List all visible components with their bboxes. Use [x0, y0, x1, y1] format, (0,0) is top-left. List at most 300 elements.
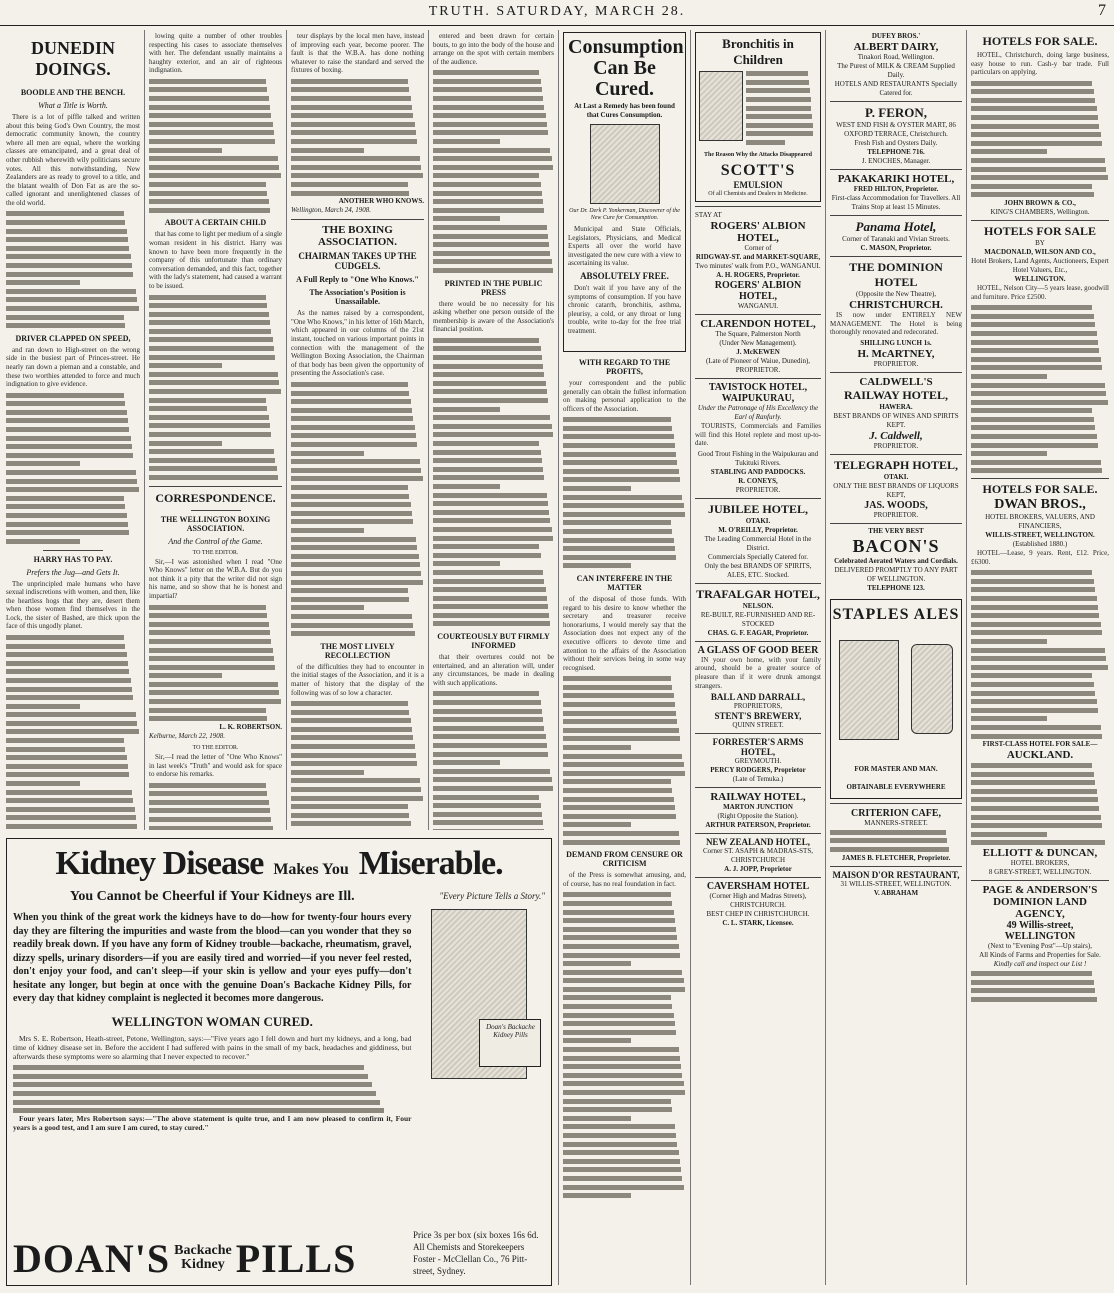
restaurant-address: 31 WILLIS-STREET, WELLINGTON.	[840, 879, 952, 888]
text-line-placeholder	[563, 501, 686, 510]
body-text-filler	[563, 415, 686, 570]
text-line-placeholder	[971, 441, 1109, 450]
text-line-placeholder	[433, 431, 554, 440]
hotel-name: NEW ZEALAND HOTEL,	[705, 837, 811, 848]
hotel-line: PROPRIETORS,	[733, 702, 783, 711]
doans-brand: DOAN'S	[13, 1235, 171, 1281]
to-editor: TO THE EDITOR.	[192, 744, 239, 751]
hotel-proprietor: J. McKEWEN	[736, 348, 780, 356]
hotel-name: CALDWELL'S	[859, 375, 933, 388]
staples-sub: FOR MASTER AND MAN.	[854, 764, 938, 773]
text-line-placeholder	[563, 1183, 686, 1192]
text-line-placeholder	[971, 680, 1109, 689]
kidney-ad-agent: Foster - McClellan Co., 76 Pitt-street, Sydney.	[413, 1254, 528, 1276]
hotel-line: PROPRIETOR.	[873, 441, 919, 450]
body-text-filler	[563, 674, 686, 846]
section-heading: CAN INTERFERE IN THE MATTER	[576, 574, 673, 593]
column-boxing	[291, 32, 424, 830]
text-line-placeholder	[13, 1071, 411, 1080]
agent-name: MACDONALD, WILSON AND CO.,	[984, 248, 1096, 257]
text-line-placeholder	[971, 191, 1109, 200]
text-line-placeholder	[291, 699, 424, 708]
text-line-placeholder	[6, 796, 140, 805]
text-line-placeholder	[433, 733, 554, 742]
text-line-placeholder	[291, 432, 424, 441]
body-text-filler	[149, 293, 282, 482]
body-text-filler	[433, 68, 554, 274]
text-line-placeholder	[433, 707, 554, 716]
text-line-placeholder	[291, 86, 424, 95]
text-line-placeholder	[6, 477, 140, 486]
text-line-placeholder	[291, 389, 424, 398]
section-heading: DRIVER CLAPPED ON SPEED,	[15, 333, 131, 343]
text-line-placeholder	[971, 663, 1109, 672]
text-line-placeholder	[563, 1037, 686, 1046]
text-line-placeholder	[971, 646, 1109, 655]
text-line-placeholder	[433, 68, 554, 77]
staples-title: STAPLES ALES	[832, 605, 960, 623]
bacon-line: DELIVERED PROMPTLY TO ANY PART OF WELLINGTON.	[834, 565, 958, 583]
text-line-placeholder	[6, 728, 140, 737]
text-line-placeholder	[433, 257, 554, 266]
text-line-placeholder	[563, 510, 686, 519]
hotel-proprietor: CHAS. G. F. EAGAR, Proprietor.	[707, 628, 809, 637]
text-line-placeholder	[291, 561, 424, 570]
text-line-placeholder	[971, 637, 1109, 646]
text-line-placeholder	[563, 985, 686, 994]
article-paragraph: teur displays by the local men have, instead of improving each year, become poorer. The fault is that the W.B.A. has done nothing whatever to raise the standard and served the fixtures of boxing.	[291, 32, 424, 75]
scotts-foot: Of all Chemists and Dealers in Medicine.	[708, 191, 808, 198]
hotel-line: SHILLING LUNCH 1s.	[860, 338, 932, 347]
text-line-placeholder	[971, 969, 1109, 978]
text-line-placeholder	[6, 270, 140, 279]
text-line-placeholder	[971, 303, 1109, 312]
section-subheading: A Full Reply to "One Who Knows."	[296, 275, 419, 285]
column-rule	[966, 30, 967, 1285]
text-line-placeholder	[6, 528, 140, 537]
hotel-proprietor: J. Caldwell,	[869, 429, 923, 442]
text-line-placeholder	[971, 813, 1109, 822]
text-line-placeholder	[971, 986, 1109, 995]
body-text-filler	[6, 391, 140, 546]
text-line-placeholder	[563, 441, 686, 450]
text-line-placeholder	[149, 361, 282, 370]
hotel-address: The Square, Palmerston North	[715, 330, 801, 338]
text-line-placeholder	[433, 86, 554, 95]
article-paragraph: your correspondent and the public generally can obtain the fullest information on making personal application to the officers of the Association.	[563, 379, 686, 413]
text-line-placeholder	[6, 460, 140, 469]
kidney-ad-testimony: Four years later, Mrs Robertson says:—"The above statement is quite true, and I am now pleased to confirm it, Four years is a good test, and I am sure I am cured, to stay cured."	[13, 1114, 412, 1133]
text-line-placeholder	[563, 838, 686, 847]
doans-logo	[13, 1237, 403, 1279]
article-subtitle: CHAIRMAN TAKES UP THE CUDGELS.	[298, 251, 417, 272]
text-line-placeholder	[291, 457, 424, 466]
hotel-line: First-class Accommodation for Travellers. All Trains Stop at least 15 Minutes.	[831, 194, 961, 211]
scotts-ad-title: Children	[733, 52, 783, 67]
text-line-placeholder	[6, 771, 140, 780]
text-line-placeholder	[6, 434, 140, 443]
body-text-filler	[149, 603, 282, 723]
consumption-ad-body: Municipal and State Officials, Legislators, Physicians, and Medical Experts all over the world have investigated the new cure with a view to ascertaining its value.	[568, 225, 681, 268]
text-line-placeholder	[291, 406, 424, 415]
letter-paragraph: Sir,—I read the letter of "One Who Knows" in last week's "Truth" and would ask for space to endorse his remarks.	[149, 752, 282, 779]
text-line-placeholder	[149, 387, 282, 396]
text-line-placeholder	[971, 406, 1109, 415]
body-text-filler	[291, 380, 424, 638]
section-heading: ABOUT A CERTAIN CHILD	[164, 218, 267, 228]
text-line-placeholder	[971, 389, 1109, 398]
text-line-placeholder	[149, 129, 282, 138]
text-line-placeholder	[433, 767, 554, 776]
text-line-placeholder	[433, 516, 554, 525]
article-paragraph: lowing quite a number of other troubles respecting his cases to associate themselves with her. The defendant usually maintains a haughty exterior, and an air of righteous indignation.	[149, 32, 282, 75]
text-line-placeholder	[291, 603, 424, 612]
text-line-placeholder	[433, 388, 554, 397]
dairy-title: ALBERT DAIRY,	[853, 41, 939, 53]
text-line-placeholder	[433, 611, 554, 620]
text-line-placeholder	[291, 518, 424, 527]
text-line-placeholder	[971, 113, 1109, 122]
text-line-placeholder	[433, 801, 554, 810]
hotel-town: HAWERA.	[879, 402, 913, 411]
text-line-placeholder	[563, 561, 686, 570]
classified-entry: HOTEL—Lease, 9 years. Rent, £12. Price, £6300.	[971, 549, 1109, 566]
text-line-placeholder	[563, 553, 686, 562]
text-line-placeholder	[433, 793, 554, 802]
text-line-placeholder	[6, 425, 140, 434]
article-paragraph: and ran down to High-street on the wrong side in the busiest part of Princes-street. He nearly ran down a pieman and a constable, and these two worthies attended to force and much indignation to give evidence.	[6, 345, 140, 389]
kidney-ad-quote: "Every Picture Tells a Story."	[439, 891, 545, 901]
article-paragraph: entered and been drawn for certain bouts, to go into the body of the house and arrange on the spot with certain members of the audience.	[433, 32, 554, 66]
text-line-placeholder	[291, 103, 424, 112]
text-line-placeholder	[433, 396, 554, 405]
text-line-placeholder	[149, 807, 282, 816]
broker-address: 8 GREY-STREET, WELLINGTON.	[988, 868, 1092, 877]
text-line-placeholder	[291, 716, 424, 725]
text-line-placeholder	[971, 432, 1109, 441]
text-line-placeholder	[563, 1019, 686, 1028]
text-line-placeholder	[149, 301, 282, 310]
text-line-placeholder	[149, 180, 282, 189]
hotel-town: CHRISTCHURCH.	[849, 299, 943, 311]
text-line-placeholder	[6, 667, 140, 676]
text-line-placeholder	[563, 735, 686, 744]
scotts-ad-text: The Reason Why the Attacks Disappeared	[704, 152, 812, 159]
section-heading: BOODLE AND THE BENCH.	[20, 88, 126, 97]
hotel-town: OTAKI.	[745, 516, 771, 525]
text-line-placeholder	[291, 552, 424, 561]
text-line-placeholder	[433, 379, 554, 388]
text-line-placeholder	[971, 839, 1109, 848]
column-six	[695, 32, 821, 1282]
text-line-placeholder	[6, 244, 140, 253]
text-line-placeholder	[563, 778, 686, 787]
text-line-placeholder	[13, 1088, 411, 1097]
text-line-placeholder	[6, 451, 140, 460]
text-line-placeholder	[563, 1028, 686, 1037]
hotel-town: NELSON.	[742, 601, 774, 610]
page-number: 7	[1098, 2, 1106, 19]
text-line-placeholder	[563, 519, 686, 528]
text-line-placeholder	[433, 594, 554, 603]
hotel-line: PROPRIETOR.	[735, 485, 781, 494]
text-line-placeholder	[6, 408, 140, 417]
text-line-placeholder	[563, 683, 686, 692]
classified-heading: FIRST-CLASS HOTEL FOR SALE—	[982, 740, 1098, 749]
article-title: THE BOXING ASSOCIATION.	[318, 224, 397, 249]
text-line-placeholder	[433, 94, 554, 103]
article-paragraph: The unprincipled male humans who have sexual indiscretions with women, and then, like the heartless hogs that they are, desert them when those women find themselves in the Lock, the sister of Bashed, are thick upon the face of this ungodly planet.	[6, 579, 140, 631]
text-line-placeholder	[971, 697, 1109, 706]
text-line-placeholder	[433, 551, 554, 560]
text-line-placeholder	[433, 370, 554, 379]
section-heading: THE WELLINGTON BOXING ASSOCIATION.	[160, 514, 271, 533]
text-line-placeholder	[291, 828, 424, 830]
agency-town: WELLINGTON	[1004, 931, 1076, 943]
text-line-placeholder	[563, 544, 686, 553]
text-line-placeholder	[563, 1140, 686, 1149]
text-line-placeholder	[563, 484, 686, 493]
text-line-placeholder	[291, 820, 424, 829]
text-line-placeholder	[6, 261, 140, 270]
text-line-placeholder	[563, 700, 686, 709]
text-line-placeholder	[291, 578, 424, 587]
agent-name: JOHN BROWN & CO.,	[1004, 199, 1076, 208]
staples-ales-ad	[830, 599, 962, 799]
text-line-placeholder	[291, 163, 424, 172]
text-line-placeholder	[563, 1054, 686, 1063]
text-line-placeholder	[433, 525, 554, 534]
text-line-placeholder	[433, 214, 554, 223]
scotts-brand-sub: EMULSION	[733, 180, 783, 191]
text-line-placeholder	[291, 777, 424, 786]
hotel-line: ONLY THE BEST BRANDS OF LIQUORS KEPT,	[833, 481, 959, 499]
hotel-address: (Corner High and Madras Streets), CHRISTCHURCH.	[709, 892, 807, 910]
agent-town: WELLINGTON.	[1014, 275, 1066, 284]
text-line-placeholder	[6, 633, 140, 642]
text-line-placeholder	[971, 568, 1109, 577]
body-text-filler	[746, 71, 817, 148]
classified-title: HOTELS FOR SALE	[983, 224, 1097, 239]
hotel-proprietor: C. MASON, Proprietor.	[860, 244, 932, 252]
text-line-placeholder	[971, 577, 1109, 586]
text-line-placeholder	[563, 899, 686, 908]
text-line-placeholder	[563, 908, 686, 917]
text-line-placeholder	[563, 717, 686, 726]
text-line-placeholder	[830, 828, 962, 837]
body-text-filler	[830, 828, 962, 854]
text-line-placeholder	[291, 189, 424, 198]
text-line-placeholder	[563, 692, 686, 701]
text-line-placeholder	[971, 165, 1109, 174]
text-line-placeholder	[6, 676, 140, 685]
text-line-placeholder	[149, 120, 282, 129]
hotel-line: PROPRIETOR.	[873, 359, 919, 368]
text-line-placeholder	[149, 781, 282, 790]
text-line-placeholder	[291, 180, 424, 189]
text-line-placeholder	[563, 1071, 686, 1080]
text-line-placeholder	[6, 710, 140, 719]
text-line-placeholder	[746, 80, 817, 89]
article-paragraph: of the disposal of those funds. With regard to his desire to know whether the secretary and treasurer receive honorariums, I would merely say that the Association does not expect any of the executive officers to devote time and attention to the affairs of the Association without their services being in some way recognised.	[563, 595, 686, 672]
broker-role: HOTEL BROKERS, VALUERS, AND FINANCIERS,	[985, 513, 1095, 531]
text-line-placeholder	[291, 111, 424, 120]
text-line-placeholder	[6, 650, 140, 659]
hotel-name: CAVERSHAM HOTEL	[706, 881, 810, 893]
article-paragraph: of the difficulties they had to encounter in the initial stages of the Association, and it is a matter of history that the display of the following was of so low a character.	[291, 662, 424, 697]
text-line-placeholder	[433, 249, 554, 258]
text-line-placeholder	[563, 1105, 686, 1114]
text-line-placeholder	[6, 227, 140, 236]
text-line-placeholder	[563, 786, 686, 795]
text-line-placeholder	[149, 706, 282, 715]
text-line-placeholder	[563, 450, 686, 459]
hotel-name: TRAFALGAR HOTEL,	[696, 586, 820, 601]
text-line-placeholder	[971, 671, 1109, 680]
text-line-placeholder	[6, 736, 140, 745]
text-line-placeholder	[149, 628, 282, 637]
hotel-line: RE-BUILT, RE-FURNISHED AND RE-STOCKED	[700, 610, 816, 628]
body-text-filler	[149, 77, 282, 215]
text-line-placeholder	[149, 154, 282, 163]
text-line-placeholder	[433, 77, 554, 86]
column-dunedin-doings	[6, 32, 140, 830]
fishmonger-telephone: TELEPHONE 716.	[867, 148, 925, 156]
text-line-placeholder	[6, 511, 140, 520]
hotel-body: IS now under ENTIRELY NEW MANAGEMENT. The Hotel is being thoroughly renovated and redecorated.	[830, 311, 962, 337]
text-line-placeholder	[149, 439, 282, 448]
text-line-placeholder	[149, 404, 282, 413]
text-line-placeholder	[291, 708, 424, 717]
text-line-placeholder	[433, 405, 554, 414]
text-line-placeholder	[433, 741, 554, 750]
text-line-placeholder	[149, 447, 282, 456]
text-line-placeholder	[433, 240, 554, 249]
agent-address: Hotel Brokers, Land Agents, Auctioneers, Expert Hotel Valuers, Etc.,	[971, 257, 1109, 275]
text-line-placeholder	[971, 96, 1109, 105]
hotel-town: WAIPUKURAU,	[721, 393, 795, 404]
bacon-telephone: TELEPHONE 123.	[867, 583, 925, 592]
text-line-placeholder	[563, 821, 686, 830]
text-line-placeholder	[149, 413, 282, 422]
text-line-placeholder	[433, 784, 554, 793]
text-line-placeholder	[563, 1088, 686, 1097]
text-line-placeholder	[971, 105, 1109, 114]
text-line-placeholder	[149, 206, 282, 215]
text-line-placeholder	[563, 968, 686, 977]
text-line-placeholder	[149, 370, 282, 379]
hotel-proprietor: PERCY RODGERS, Proprietor	[710, 766, 806, 775]
hotel-name: ROGERS' ALBION HOTEL,	[710, 220, 806, 244]
text-line-placeholder	[149, 137, 282, 146]
text-line-placeholder	[291, 500, 424, 509]
text-line-placeholder	[291, 414, 424, 423]
restaurant-name: MAISON D'OR RESTAURANT,	[832, 869, 960, 880]
text-line-placeholder	[291, 742, 424, 751]
text-line-placeholder	[563, 674, 686, 683]
text-line-placeholder	[291, 595, 424, 604]
text-line-placeholder	[149, 798, 282, 807]
hotel-proprietor: C. L. STARK, Licensee.	[722, 919, 794, 928]
text-line-placeholder	[291, 449, 424, 458]
article-paragraph: that their overtures could not be entertained, and an alteration will, under any circumstances, be made in dealing with such applications.	[433, 653, 554, 687]
text-line-placeholder	[433, 413, 554, 422]
hotel-proprietor: FRED HILTON, Proprietor.	[853, 185, 939, 193]
section-subheading: The Association's Position is Unassailable.	[309, 288, 406, 307]
hotel-line: (Opposite the New Theatre),	[856, 290, 936, 298]
text-line-placeholder	[563, 812, 686, 821]
text-line-placeholder	[433, 715, 554, 724]
broker-name: DWAN BROS.,	[994, 497, 1086, 513]
text-line-placeholder	[149, 789, 282, 798]
text-line-placeholder	[971, 355, 1109, 364]
kidney-ad-subtitle: You Cannot be Cheerful if Your Kidneys are Ill.	[69, 889, 355, 904]
agency-line: Kindly call and inspect our List !	[993, 960, 1087, 969]
text-line-placeholder	[6, 745, 140, 754]
text-line-placeholder	[563, 1080, 686, 1089]
text-line-placeholder	[6, 788, 140, 797]
text-line-placeholder	[433, 508, 554, 517]
bacon-title: BACON'S	[852, 535, 940, 556]
text-line-placeholder	[971, 156, 1109, 165]
text-line-placeholder	[149, 611, 282, 620]
text-line-placeholder	[291, 751, 424, 760]
text-line-placeholder	[971, 611, 1109, 620]
text-line-placeholder	[746, 88, 817, 97]
section-heading: THE MOST LIVELY RECOLLECTION	[320, 641, 395, 660]
consumption-ad-title: Consumption	[568, 36, 684, 58]
text-line-placeholder	[971, 714, 1109, 723]
kidney-ad-title: Miserable.	[358, 845, 503, 882]
text-line-placeholder	[563, 890, 686, 899]
text-line-placeholder	[149, 327, 282, 336]
text-line-placeholder	[291, 172, 424, 181]
text-line-placeholder	[433, 197, 554, 206]
hotel-line: The Leading Commercial Hotel in the District.	[704, 534, 812, 552]
hotel-line: (Right Opposite the Station).	[717, 812, 799, 821]
bacon-pre: THE VERY BEST	[868, 526, 924, 535]
section-subheading: Prefers the Jug—and Gets It.	[26, 567, 120, 577]
text-line-placeholder	[149, 103, 282, 112]
text-line-placeholder	[433, 232, 554, 241]
text-line-placeholder	[433, 163, 554, 172]
classified-entry: HOTEL, Nelson City—5 years lease, goodwill and furniture. Price £2500.	[971, 284, 1109, 301]
fisherman-image	[699, 71, 743, 141]
text-line-placeholder	[6, 779, 140, 788]
text-line-placeholder	[291, 492, 424, 501]
broker-role: HOTEL BROKERS,	[1010, 859, 1070, 868]
text-line-placeholder	[6, 537, 140, 546]
text-line-placeholder	[433, 750, 554, 759]
text-line-placeholder	[149, 620, 282, 629]
doans-brand-mid: Kidney	[181, 1257, 225, 1272]
section-subheading: What a Title is Worth.	[38, 101, 108, 110]
text-line-placeholder	[433, 465, 554, 474]
fishmonger-manager: J. ENOCHES, Manager.	[861, 157, 931, 165]
text-line-placeholder	[433, 336, 554, 345]
text-line-placeholder	[433, 577, 554, 586]
dairy-name: DUFEY BROS.'	[871, 32, 921, 40]
text-line-placeholder	[6, 642, 140, 651]
hotel-address: QUINN STREET.	[732, 721, 784, 730]
text-line-placeholder	[6, 253, 140, 262]
text-line-placeholder	[433, 810, 554, 819]
text-line-placeholder	[433, 266, 554, 275]
text-line-placeholder	[291, 629, 424, 638]
classified-by: BY	[1035, 239, 1045, 248]
ad-body: IN your own home, with your family around, should be a greater source of pleasure than if it were drunk amongst strangers.	[695, 655, 821, 690]
text-line-placeholder	[563, 1002, 686, 1011]
